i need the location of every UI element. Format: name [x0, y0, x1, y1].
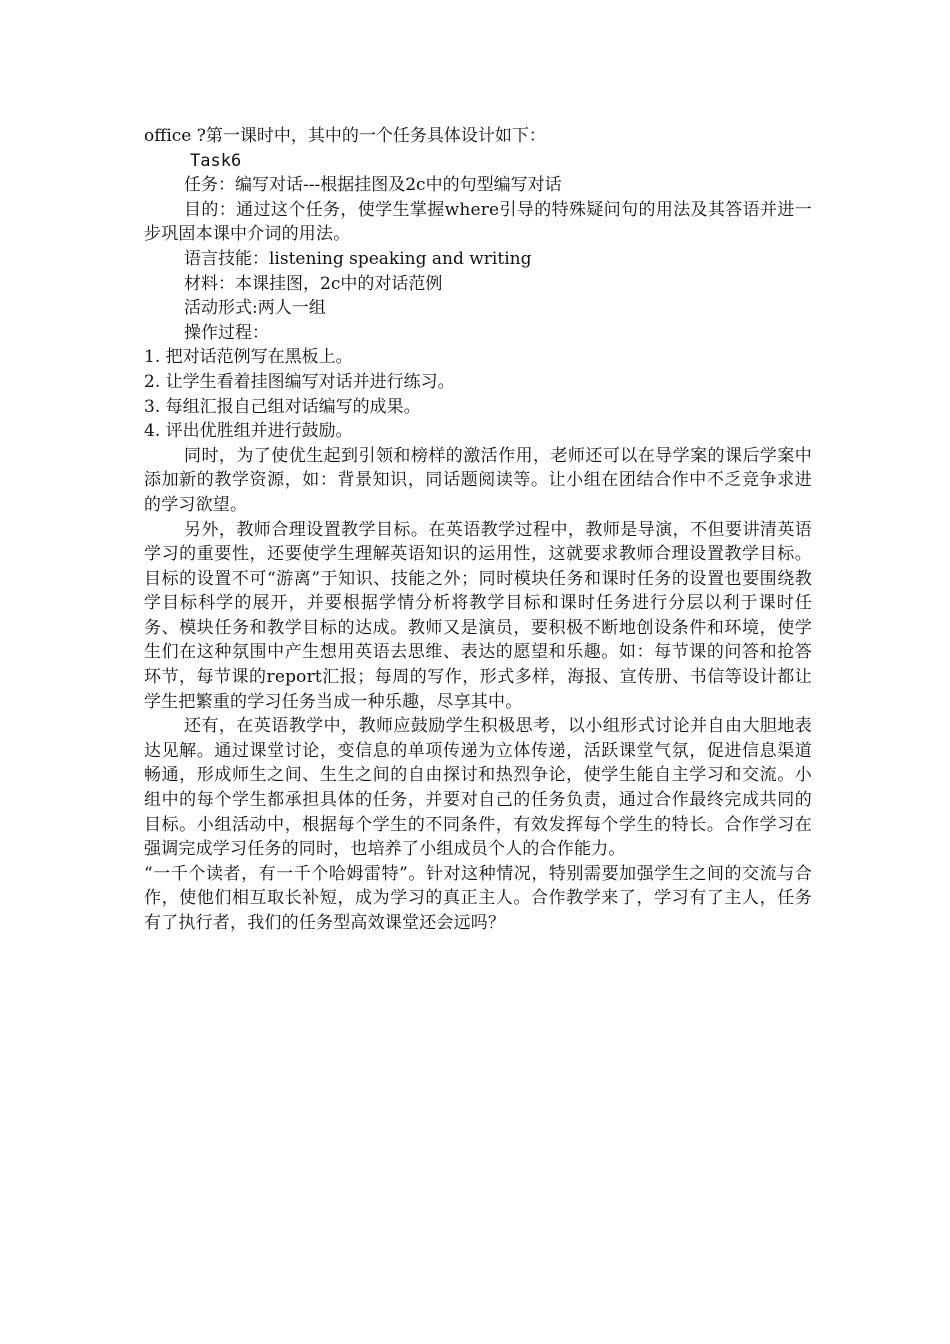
document-body [144, 124, 812, 936]
step-item: 1. 把对话范例写在黑板上。 [144, 347, 353, 368]
task-field-format: 活动形式:两人一组 [184, 298, 326, 319]
step-item: 3. 每组汇报自己组对话编写的成果。 [144, 396, 421, 417]
step-item: 2. 让学生看着挂图编写对话并进行练习。 [144, 371, 455, 392]
paragraph-excellent-students: 同时，为了使优生起到引领和榜样的激活作用，老师还可以在导学案的课后学案中添加新的教学资源，如：背景知识，同话题阅读等。让小组在团结合作中不乏竞争求进的学习欲望。 [144, 445, 812, 515]
step-item: 4. 评出优胜组并进行鼓励。 [144, 421, 353, 442]
task-field-procedure: 操作过程： [184, 322, 269, 343]
paragraph-closing: “一千个读者，有一千个哈姆雷特”。针对这种情况，特别需要加强学生之间的交流与合作，使他们相互取长补短，成为学习的真正主人。合作教学来了，学习有了主人，任务有了执行者，我们的任务型高效课堂还会远吗？ [144, 863, 812, 933]
task-field-task: 任务：编写对话---根据挂图及2c中的句型编写对话 [184, 175, 562, 196]
task-field-materials: 材料：本课挂图，2c中的对话范例 [184, 273, 443, 294]
intro-line: office ?第一课时中，其中的一个任务具体设计如下： [144, 126, 546, 146]
task-field-purpose: 目的：通过这个任务，使学生掌握where引导的特殊疑问句的用法及其答语并进一步巩固本课中介词的用法。 [144, 199, 812, 245]
task-title: Task6 [190, 150, 242, 171]
task-field-skills: 语言技能：listening speaking and writing [184, 248, 532, 269]
paragraph-teaching-goals: 另外，教师合理设置教学目标。在英语教学过程中，教师是导演，不但要讲清英语学习的重要性，还要使学生理解英语知识的运用性，这就要求教师合理设置教学目标。目标的设置不可“游离”于知识、技能之外；同时模块任务和课时任务的设置也要围绕教学目标科学的展开，并要根据学情分析将教学目标和课时任务进行分层以利于课时任务、模块任务和教学目标的达成。教师又是演员，要积极不断地创设条件和环境，使学生们在这种氛围中产生想用英语去思维、表达的愿望和乐趣。如：每节课的问答和抢答环节，每节课的report汇报；每周的写作，形式多样，海报、宣传册、书信等设计都让学生把繁重的学习任务当成一种乐趣，尽享其中。 [144, 519, 812, 712]
paragraph-group-discussion: 还有，在英语教学中，教师应鼓励学生积极思考，以小组形式讨论并自由大胆地表达见解。通过课堂讨论，变信息的单项传递为立体传递，活跃课堂气氛，促进信息渠道畅通，形成师生之间、生生之间的自由探讨和热烈争论，使学生能自主学习和交流。小组中的每个学生都承担具体的任务，并要对自己的任务负责，通过合作最终完成共同的目标。小组活动中，根据每个学生的不同条件，有效发挥每个学生的特长。合作学习在强调完成学习任务的同时，也培养了小组成员个人的合作能力。 [144, 716, 812, 860]
